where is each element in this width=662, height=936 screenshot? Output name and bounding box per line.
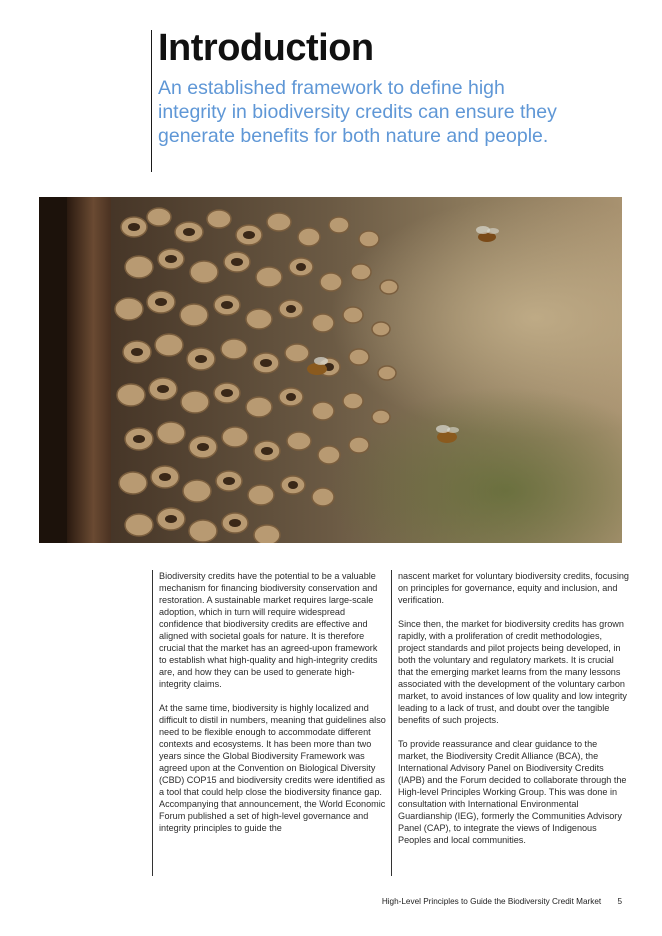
page-subtitle: An established framework to define high integrity in biodiversity credits can ensure they generate benefits for both nature and people.: [158, 77, 557, 147]
body-column-left: [152, 570, 386, 876]
paragraph: To provide reassurance and clear guidance to the market, the Biodiversity Credit Alliance (BCA), the International Advisory Panel on Biodiversity Credits (IAPB) and the Forum decided to collaborate through the High-level Principles Working Group. This was done in consultation with International Environmental Guardianship (IEG), formerly the Communities Advisory Panel (CAP), to integrate the views of Indigenous Peoples and local communities.: [398, 739, 627, 845]
page-number: 5: [617, 897, 622, 906]
paragraph: nascent market for voluntary biodiversity credits, focusing on principles for governance, equity and inclusion, and verification.: [398, 571, 629, 605]
page-title: Introduction: [158, 27, 374, 69]
paragraph: Biodiversity credits have the potential to be a valuable mechanism for financing biodiversity conservation and restoration. A sustainable market requires large-scale adoption, which in turn will require widespread confidence that biodiversity credits are effective and aligned with societal goals for nature. It is therefore crucial that the market has an agreed-upon framework to establish what high-quality and high-integrity credits are, and how they can be used to generate high-integrity claims.: [159, 571, 378, 689]
paragraph: At the same time, biodiversity is highly localized and difficult to distil in numbers, meaning that guidelines also need to be flexible enough to accommodate different contexts and ecosystems. It has been more than two years since the Global Biodiversity Framework was agreed upon at the Convention on Biological Diversity (CBD) COP15 and biodiversity credits were identified as a tool that could help close the biodiversity finance gap. Accompanying that announcement, the World Economic Forum published a set of high-level governance and integrity principles to guide the: [159, 703, 386, 833]
page-footer: [382, 897, 622, 906]
footer-document-title: High-Level Principles to Guide the Biodiversity Credit Market: [381, 897, 602, 906]
paragraph: Since then, the market for biodiversity credits has grown rapidly, with a proliferation of credit methodologies, project standards and pilot projects being developed, in both the voluntary and regulatory markets. It is crucial that the emerging market learns from the many lessons associated with the development of the voluntary carbon market, to avoid instances of low quality and low integrity leading to a lack of trust, and doubt over the tangible benefits of such projects.: [398, 619, 627, 725]
title-block: [151, 27, 581, 172]
body-column-right: [391, 570, 629, 876]
hero-photo-bee-hotel: [39, 197, 622, 543]
